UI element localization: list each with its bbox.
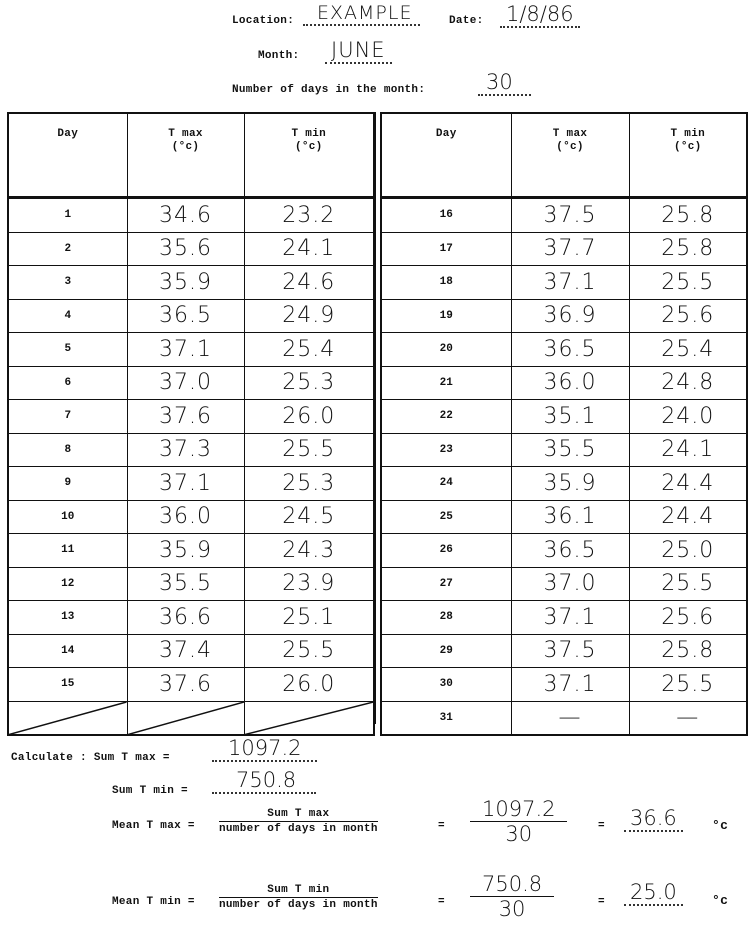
tmax-cell: 36.5	[127, 299, 244, 333]
tmax-cell: 35.9	[127, 534, 244, 568]
table-row	[8, 467, 374, 501]
tmax-cell: 35.6	[127, 232, 244, 266]
right-table-body	[381, 198, 747, 736]
day-cell: 18	[381, 266, 511, 300]
crossed-out-cell	[8, 701, 127, 735]
day-cell: 23	[381, 433, 511, 467]
table-row	[8, 333, 374, 367]
tmax-cell: 36.9	[511, 299, 629, 333]
tmin-cell: 24.5	[244, 500, 374, 534]
tmin-cell: 25.4	[629, 333, 747, 367]
sum-tmin-field	[212, 768, 316, 794]
table-row	[381, 299, 747, 333]
table-row	[8, 601, 374, 635]
tmin-cell: 25.6	[629, 601, 747, 635]
crossed-out-cell	[244, 701, 374, 735]
tmin-cell: 24.1	[244, 232, 374, 266]
left-table-body	[8, 198, 374, 736]
tmax-cell: 37.1	[511, 668, 629, 702]
day-cell: 10	[8, 500, 127, 534]
table-row	[381, 634, 747, 668]
tmax-cell: 35.1	[511, 400, 629, 434]
formula-denominator: number of days in month	[219, 899, 378, 911]
date-label: Date:	[449, 15, 484, 27]
table-row	[381, 232, 747, 266]
days-value: 30	[478, 70, 531, 96]
days-label: Number of days in the month:	[232, 84, 426, 96]
day-cell: 13	[8, 601, 127, 635]
tmax-cell: 36.0	[127, 500, 244, 534]
formula-denominator: number of days in month	[219, 823, 378, 835]
day-cell: 7	[8, 400, 127, 434]
table-row	[381, 266, 747, 300]
table-row	[8, 232, 374, 266]
mean-tmax-result	[624, 806, 683, 832]
month-field	[325, 38, 392, 64]
table-row	[381, 366, 747, 400]
tmax-cell: 37.0	[127, 366, 244, 400]
tmax-cell: 36.1	[511, 500, 629, 534]
tmin-cell: 24.6	[244, 266, 374, 300]
formula-numerator: Sum T min	[219, 884, 378, 898]
table-row	[381, 467, 747, 501]
day-cell: 4	[8, 299, 127, 333]
location-value: EXAMPLE	[303, 2, 420, 26]
tmax-cell: 37.1	[127, 467, 244, 501]
tmin-cell: 25.8	[629, 232, 747, 266]
table-row	[381, 534, 747, 568]
tmax-cell: 37.5	[511, 198, 629, 233]
unit-label: °c	[712, 893, 729, 908]
sum-tmax-field	[212, 736, 317, 762]
location-field	[303, 2, 420, 26]
tmin-cell: 25.1	[244, 601, 374, 635]
tmax-cell: 37.6	[127, 400, 244, 434]
table-row	[381, 500, 747, 534]
strike-line	[245, 702, 374, 735]
day-cell: 19	[381, 299, 511, 333]
unit-label: °c	[712, 818, 729, 833]
tmax-cell: 37.3	[127, 433, 244, 467]
day-cell: 14	[8, 634, 127, 668]
day-cell: 26	[381, 534, 511, 568]
tmin-cell: 23.9	[244, 567, 374, 601]
tmin-cell: 26.0	[244, 668, 374, 702]
month-value: JUNE	[325, 38, 392, 64]
mean-tmax-label: Mean T max =	[112, 820, 195, 832]
crossed-out-row	[8, 701, 374, 735]
day-cell: 3	[8, 266, 127, 300]
tmin-cell: 25.6	[629, 299, 747, 333]
tmin-cell: 24.8	[629, 366, 747, 400]
tmin-cell: 25.5	[629, 668, 747, 702]
tmin-cell: 25.5	[244, 634, 374, 668]
tmin-cell: 24.9	[244, 299, 374, 333]
calculate-label: Calculate : Sum T max =	[11, 752, 170, 764]
tmax-cell: —	[511, 701, 629, 735]
tmin-cell: 24.0	[629, 400, 747, 434]
sum-tmin-label: Sum T min =	[112, 785, 188, 797]
tmin-cell: 25.8	[629, 634, 747, 668]
hand-denominator: 30	[505, 822, 533, 846]
strike-line	[9, 702, 127, 735]
tmax-cell: 35.9	[127, 266, 244, 300]
table-row	[381, 567, 747, 601]
equals-sign: =	[438, 820, 445, 832]
tmax-cell: 37.1	[511, 266, 629, 300]
header-tmax: T max (°c)	[127, 113, 244, 198]
tmin-cell: 25.4	[244, 333, 374, 367]
tmin-cell: 24.4	[629, 500, 747, 534]
table-row	[8, 266, 374, 300]
day-cell: 9	[8, 467, 127, 501]
table-row	[381, 701, 747, 735]
tmin-cell: 26.0	[244, 400, 374, 434]
table-row	[8, 668, 374, 702]
mean-tmax-value: 36.6	[624, 806, 683, 832]
header-tmax: T max (°c)	[511, 113, 629, 198]
table-row	[8, 567, 374, 601]
tmax-cell: 36.6	[127, 601, 244, 635]
table-row	[8, 634, 374, 668]
location-label: Location:	[232, 15, 295, 27]
table-row	[8, 433, 374, 467]
day-cell: 29	[381, 634, 511, 668]
hand-numerator: 750.8	[470, 872, 554, 897]
table-row	[8, 500, 374, 534]
tmin-cell: 24.3	[244, 534, 374, 568]
table-row	[381, 400, 747, 434]
tmax-cell: 36.5	[511, 534, 629, 568]
tmin-cell: 25.5	[244, 433, 374, 467]
sum-tmax-value: 1097.2	[212, 736, 317, 762]
sum-tmin-value: 750.8	[212, 768, 316, 794]
tmin-cell: 25.0	[629, 534, 747, 568]
mean-tmax-handwritten-fraction	[470, 797, 567, 846]
day-cell: 5	[8, 333, 127, 367]
header-day: Day	[381, 113, 511, 198]
date-value: 1/8/86	[500, 2, 580, 28]
tmax-cell: 37.7	[511, 232, 629, 266]
day-cell: 12	[8, 567, 127, 601]
table-row	[8, 198, 374, 233]
table-row	[381, 198, 747, 233]
crossed-out-cell	[127, 701, 244, 735]
tmin-cell: 25.5	[629, 567, 747, 601]
right-temperature-table	[380, 112, 748, 736]
tmin-cell: 25.5	[629, 266, 747, 300]
equals-sign: =	[598, 896, 605, 908]
day-cell: 8	[8, 433, 127, 467]
tmax-cell: 36.0	[511, 366, 629, 400]
date-field	[500, 2, 580, 28]
table-row	[381, 668, 747, 702]
day-cell: 24	[381, 467, 511, 501]
tmax-cell: 35.5	[127, 567, 244, 601]
table-row	[8, 366, 374, 400]
mean-tmin-formula	[219, 884, 378, 911]
mean-tmin-result	[624, 880, 683, 906]
table-row	[381, 333, 747, 367]
hand-numerator: 1097.2	[470, 797, 567, 822]
tmin-cell: 25.8	[629, 198, 747, 233]
day-cell: 2	[8, 232, 127, 266]
header-tmin: T min (°c)	[244, 113, 374, 198]
tmax-cell: 37.4	[127, 634, 244, 668]
day-cell: 25	[381, 500, 511, 534]
day-cell: 16	[381, 198, 511, 233]
tmin-cell: 23.2	[244, 198, 374, 233]
day-cell: 31	[381, 701, 511, 735]
tmax-cell: 35.9	[511, 467, 629, 501]
day-cell: 27	[381, 567, 511, 601]
day-cell: 17	[381, 232, 511, 266]
left-temperature-table	[7, 112, 375, 736]
tmax-cell: 36.5	[511, 333, 629, 367]
mean-tmin-value: 25.0	[624, 880, 683, 906]
mean-tmax-formula	[219, 808, 378, 835]
day-cell: 20	[381, 333, 511, 367]
tmax-cell: 37.1	[511, 601, 629, 635]
table-row	[8, 534, 374, 568]
month-label: Month:	[258, 50, 300, 62]
days-field	[478, 70, 531, 96]
table-row	[381, 601, 747, 635]
tmax-cell: 35.5	[511, 433, 629, 467]
hand-denominator: 30	[498, 897, 526, 921]
table-row	[381, 433, 747, 467]
day-cell: 28	[381, 601, 511, 635]
formula-numerator: Sum T max	[219, 808, 378, 822]
day-cell: 11	[8, 534, 127, 568]
table-row	[8, 299, 374, 333]
day-cell: 15	[8, 668, 127, 702]
header-tmin: T min (°c)	[629, 113, 747, 198]
tmax-cell: 34.6	[127, 198, 244, 233]
tmin-cell: 24.1	[629, 433, 747, 467]
tmax-cell: 37.1	[127, 333, 244, 367]
mean-tmin-label: Mean T min =	[112, 896, 195, 908]
day-cell: 30	[381, 668, 511, 702]
day-cell: 1	[8, 198, 127, 233]
tmax-cell: 37.0	[511, 567, 629, 601]
tmax-cell: 37.5	[511, 634, 629, 668]
day-cell: 22	[381, 400, 511, 434]
tmin-cell: 24.4	[629, 467, 747, 501]
tmin-cell: 25.3	[244, 467, 374, 501]
tmin-cell: 25.3	[244, 366, 374, 400]
tmin-cell: —	[629, 701, 747, 735]
tmax-cell: 37.6	[127, 668, 244, 702]
strike-line	[128, 702, 244, 735]
day-cell: 21	[381, 366, 511, 400]
table-row	[8, 400, 374, 434]
day-cell: 6	[8, 366, 127, 400]
equals-sign: =	[598, 820, 605, 832]
equals-sign: =	[438, 896, 445, 908]
header-day: Day	[8, 113, 127, 198]
mean-tmin-handwritten-fraction	[470, 872, 554, 921]
